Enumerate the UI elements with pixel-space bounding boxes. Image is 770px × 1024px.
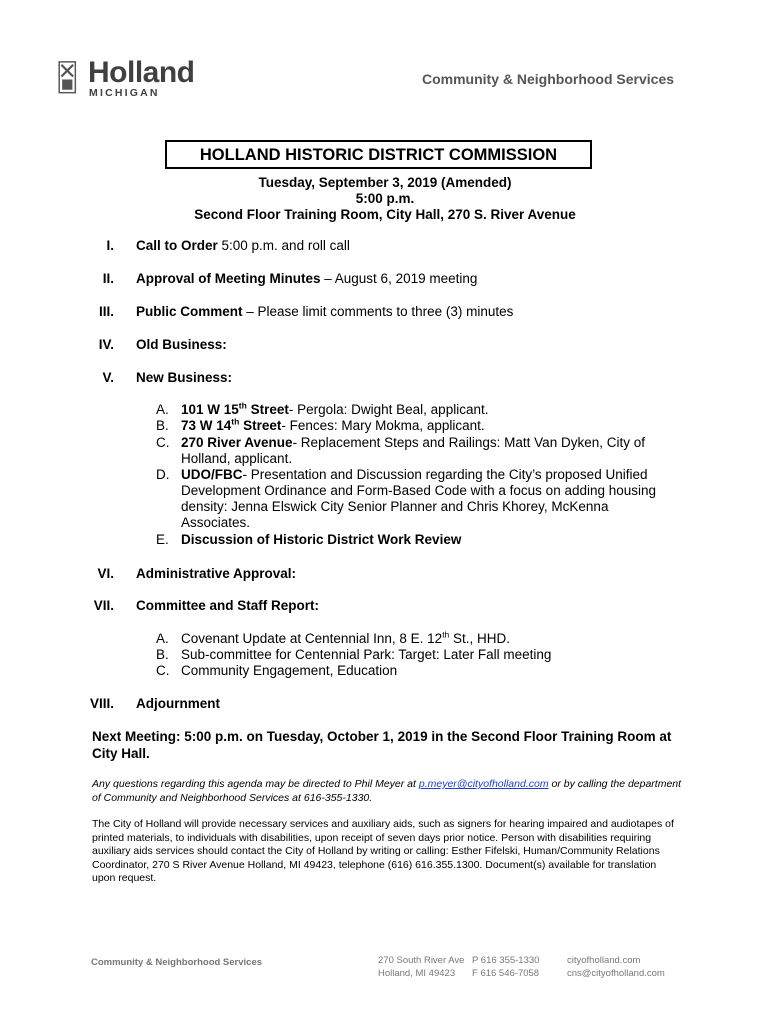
- sub-item: [181, 435, 671, 467]
- superscript: th: [442, 629, 450, 640]
- agenda-item: [136, 696, 220, 711]
- agenda-item: [136, 598, 319, 613]
- agenda-label: Adjournment: [136, 696, 220, 711]
- questions-note: [92, 778, 682, 805]
- agenda-detail: – August 6, 2019 meeting: [320, 271, 478, 286]
- footer-phone: [472, 955, 539, 980]
- superscript: th: [231, 416, 240, 427]
- logo-subtitle: MICHIGAN: [89, 87, 160, 99]
- footer-fax-line: F 616 546-7058: [472, 967, 540, 979]
- sub-item-letter: A.: [156, 631, 169, 646]
- department-header: Community & Neighborhood Services: [422, 71, 675, 87]
- agenda-number: VI.: [97, 566, 114, 581]
- agenda-label: Administrative Approval:: [136, 566, 297, 581]
- questions-text: or by calling the department of Community and Neighborhood Services at 616-355-1330.: [92, 778, 682, 804]
- sub-item: [181, 631, 671, 647]
- next-meeting: Next Meeting: 5:00 p.m. on Tuesday, October 1, 2019 in the Second Floor Training Room at City Hall.: [92, 729, 672, 761]
- agenda-label: Call to Order: [136, 238, 218, 253]
- sub-item: [181, 663, 671, 679]
- sub-item-text: - Replacement Steps and Railings: Matt Van Dyken, City of Holland, applicant.: [181, 435, 645, 466]
- agenda-number: IV.: [98, 337, 114, 352]
- footer-address-line: 270 South River Ave: [378, 955, 465, 966]
- sub-item: [181, 532, 671, 548]
- agenda-number: V.: [102, 370, 114, 385]
- sub-item: [181, 418, 671, 434]
- meeting-date: Tuesday, September 3, 2019 (Amended): [258, 175, 512, 190]
- sub-item-letter: E.: [156, 532, 169, 547]
- superscript: th: [238, 400, 247, 411]
- document-title: HOLLAND HISTORIC DISTRICT COMMISSION: [165, 140, 592, 169]
- sub-item-bold: Street: [239, 418, 282, 433]
- agenda-label: Approval of Meeting Minutes: [136, 271, 321, 286]
- agenda-detail: – Please limit comments to three (3) minutes: [242, 304, 514, 319]
- sub-item-bold: UDO/FBC: [181, 467, 243, 482]
- agenda-item: [136, 337, 227, 352]
- agenda-label: Public Comment: [136, 304, 243, 319]
- agenda-number: I.: [106, 238, 114, 253]
- agenda-label: New Business:: [136, 370, 233, 385]
- agenda-label: Committee and Staff Report:: [136, 598, 320, 613]
- sub-item: [181, 402, 671, 418]
- sub-item-text: - Fences: Mary Mokma, applicant.: [281, 418, 485, 433]
- sub-item-bold: Discussion of Historic District Work Review: [181, 532, 462, 547]
- agenda-item: [136, 238, 350, 253]
- sub-item-text: - Pergola: Dwight Beal, applicant.: [288, 402, 489, 417]
- footer-contact: [567, 955, 665, 980]
- sub-item-text: Covenant Update at Centennial Inn, 8 E. 12: [181, 631, 443, 646]
- footer-email[interactable]: cns@cityofholland.com: [567, 967, 665, 979]
- agenda-item: [136, 566, 296, 581]
- sub-item-bold: 73 W 14: [181, 418, 232, 433]
- footer-website[interactable]: cityofholland.com: [567, 955, 641, 966]
- contact-email-link[interactable]: p.meyer@cityofholland.com: [418, 778, 549, 790]
- agenda-number: VIII.: [89, 696, 114, 711]
- agenda-item: [136, 271, 477, 286]
- sub-item-bold: 101 W 15: [181, 402, 239, 417]
- sub-item-letter: A.: [156, 402, 169, 417]
- sub-item-text: - Presentation and Discussion regarding the City’s proposed Unified Development Ordinance and Form-Based Code with a focus on adding housing density: Jenna Elswick City Senior Planner and Chris Khorey, McKenna Associates.: [181, 467, 657, 530]
- agenda-number: II.: [102, 271, 114, 286]
- footer-department: Community & Neighborhood Services: [91, 957, 263, 968]
- agenda-detail: 5:00 p.m. and roll call: [217, 238, 350, 253]
- agenda-label: Old Business:: [136, 337, 227, 352]
- meeting-time: 5:00 p.m.: [355, 191, 415, 206]
- agenda-number: III.: [98, 304, 114, 319]
- sub-item: [181, 467, 671, 531]
- sub-item-letter: D.: [156, 467, 170, 482]
- sub-item-bold: 270 River Avenue: [181, 435, 293, 450]
- agenda-number: VII.: [93, 598, 114, 613]
- footer-phone-line: P 616 355-1330: [472, 955, 540, 966]
- sub-item-letter: B.: [156, 418, 169, 433]
- sub-item-text: Community Engagement, Education: [181, 663, 398, 678]
- sub-item-letter: C.: [156, 663, 170, 678]
- logo-wordmark: Holland: [88, 56, 195, 89]
- sub-item-text: Sub-committee for Centennial Park: Target: Later Fall meeting: [181, 647, 552, 662]
- holland-logo-mark: [57, 55, 79, 101]
- questions-text: Any questions regarding this agenda may be directed to Phil Meyer at: [92, 778, 419, 790]
- sub-item-text: St., HHD.: [449, 631, 511, 646]
- sub-item: [181, 647, 671, 663]
- footer-address: [378, 955, 464, 980]
- agenda-item: [136, 304, 513, 319]
- agenda-item: [136, 370, 232, 385]
- accessibility-notice: The City of Holland will provide necessary services and auxiliary aids, such as signers for hearing impaired and audiotapes of printed materials, to individuals with disabilities, upon receipt of seven days prior notice. Person with disabilities requiring auxiliary aids services should contact the City of Holland by writing or calling: Esther Fifelski, Human/Community Relations Coordinator, 270 S River Avenue Holland, MI 49423, telephone (616) 616.355.1300. Document(s) available for translation upon request.: [92, 818, 674, 884]
- footer-address-line: Holland, MI 49423: [378, 967, 456, 979]
- meeting-location: Second Floor Training Room, City Hall, 270 S. River Avenue: [194, 207, 576, 222]
- sub-item-letter: B.: [156, 647, 169, 662]
- sub-item-letter: C.: [156, 435, 170, 450]
- sub-item-bold: Street: [246, 402, 289, 417]
